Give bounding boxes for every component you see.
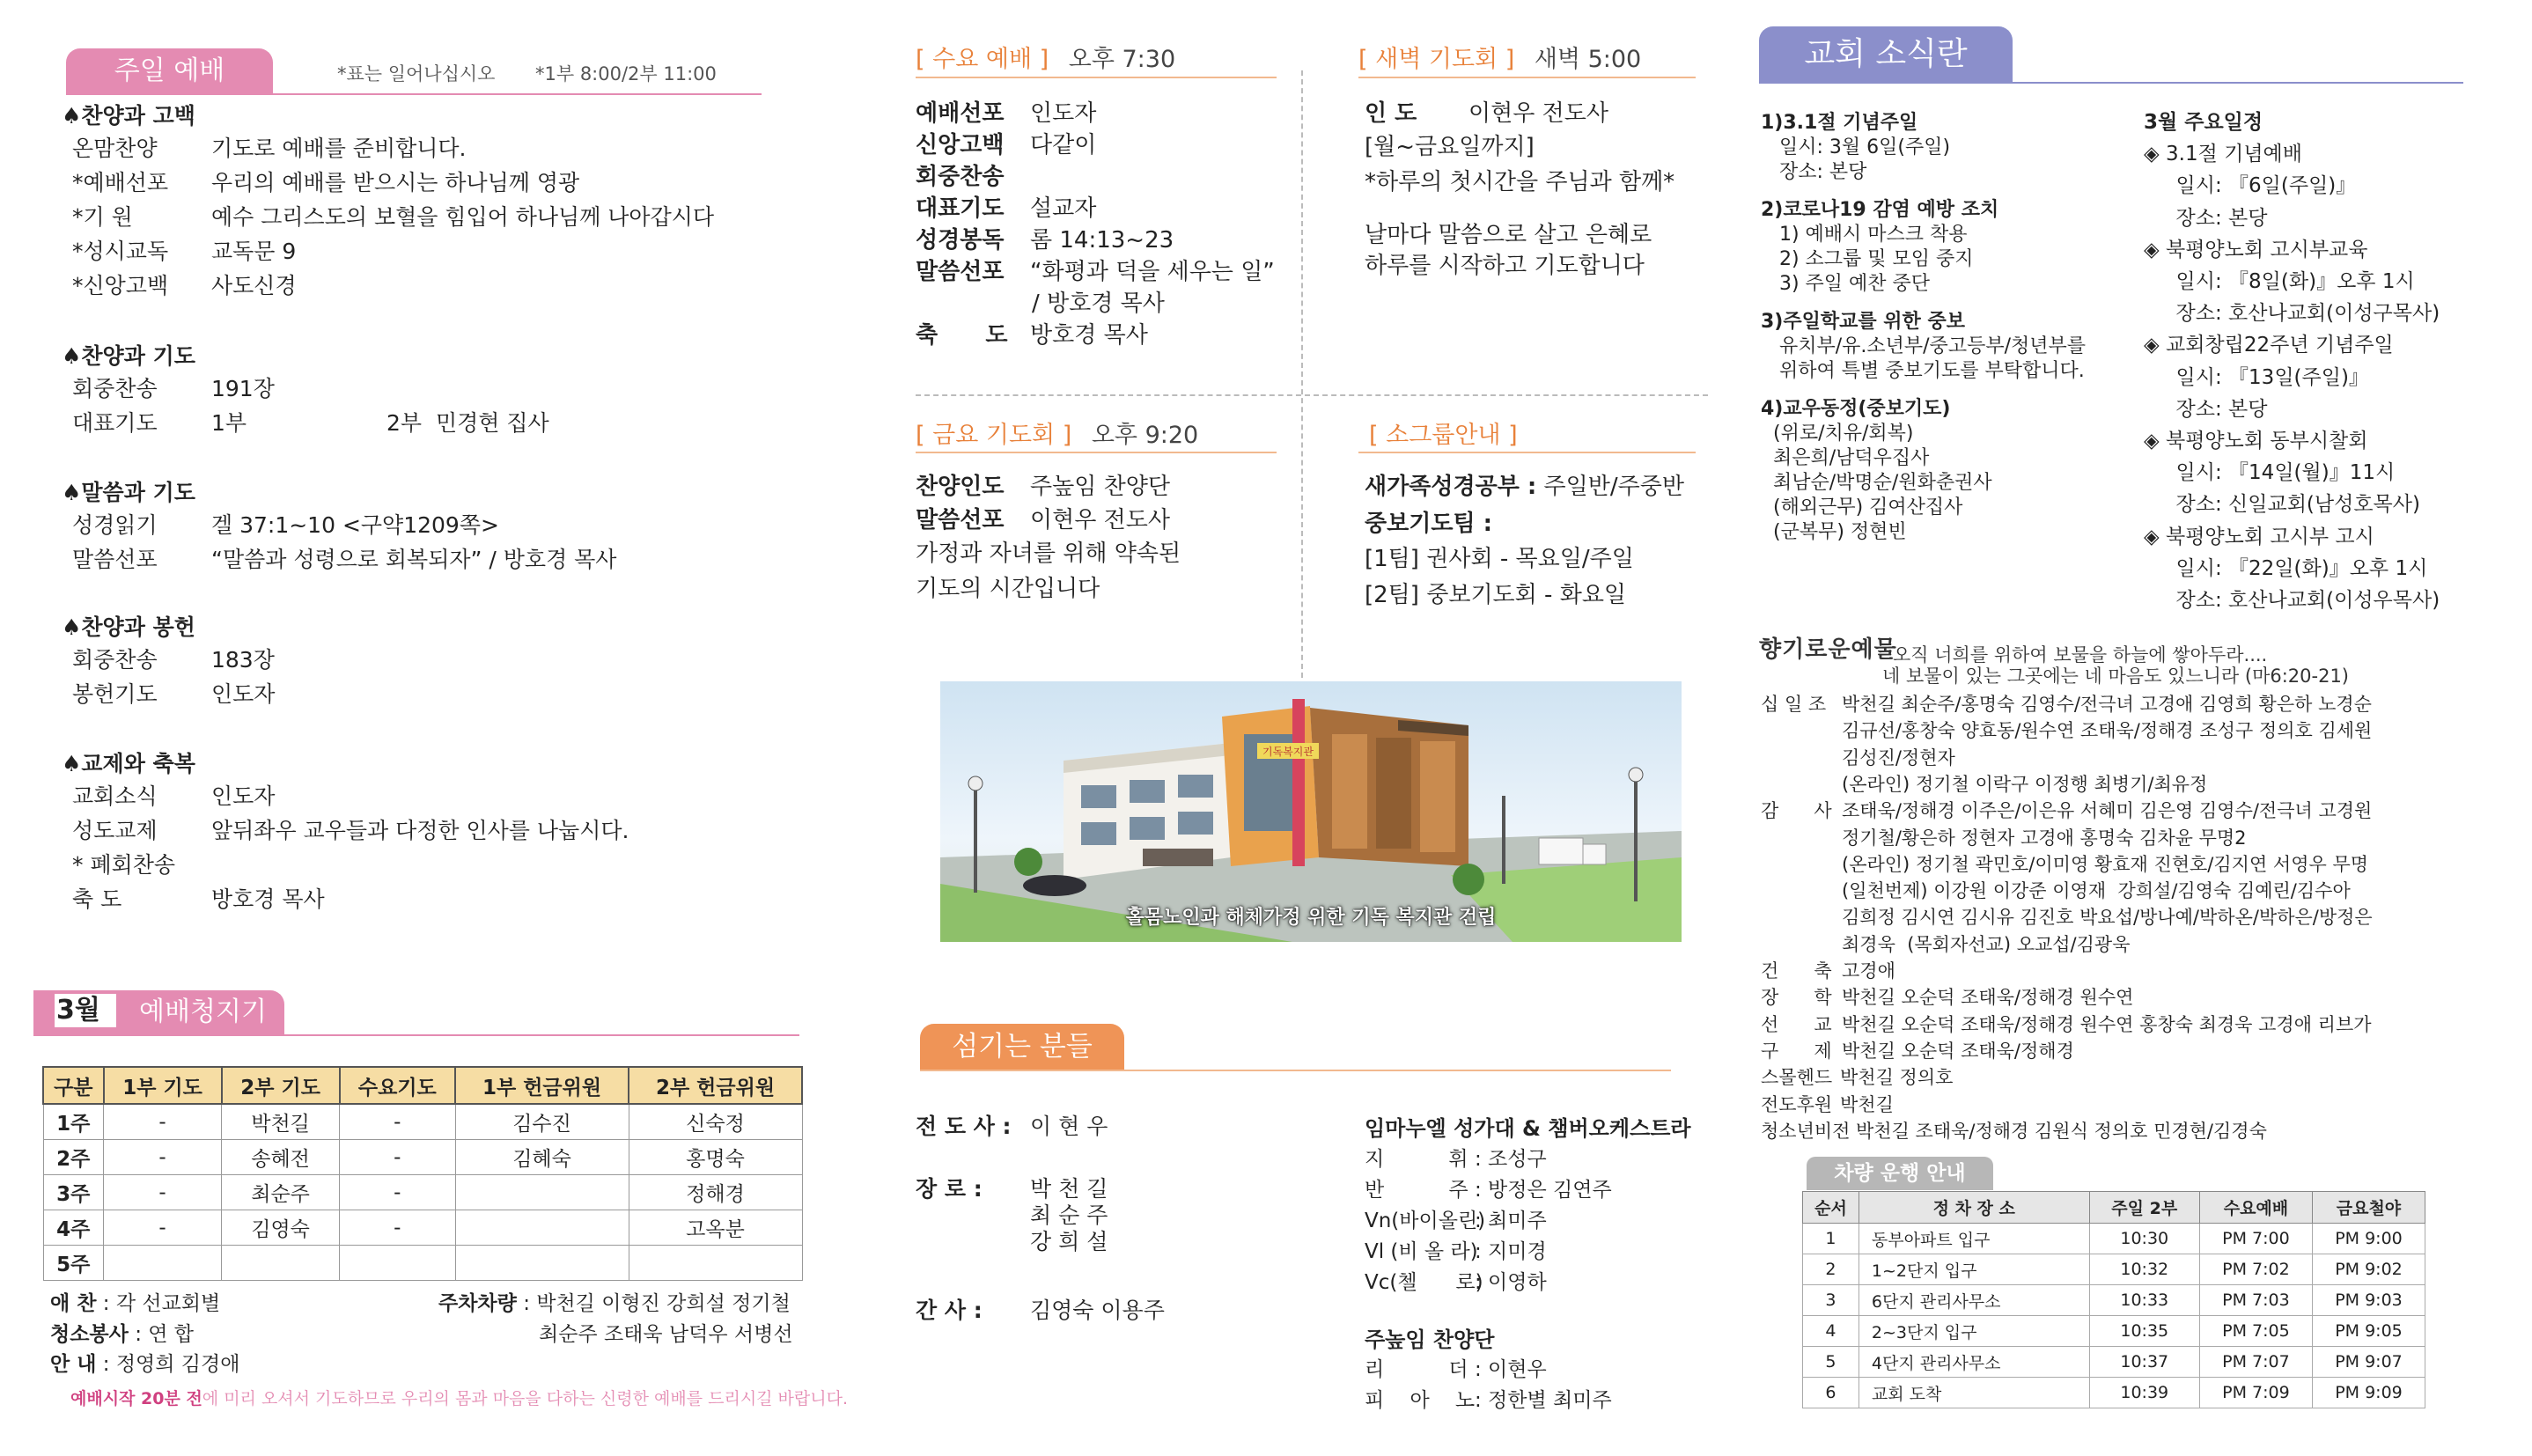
bus-cell: PM 9:09 (2312, 1378, 2425, 1408)
table-cell: - (340, 1140, 455, 1175)
table-cell: 최순주 (222, 1175, 340, 1210)
parking-value2: 최순주 조태욱 남덕우 서병선 (539, 1323, 793, 1346)
news-line-item: 유치부/유.소년부/중고등부/청년부를 (1761, 335, 2086, 357)
bus-cell: 1~2단지 입구 (1859, 1254, 2089, 1285)
praise-role: 피 아 노 (1365, 1389, 1476, 1412)
friday-row2 (916, 502, 1170, 534)
bus-cell: PM 9:00 (2312, 1224, 2425, 1254)
offering-names: 박천길 오순덕 조태욱/정해경 (1842, 1040, 2074, 1062)
bus-header: 수요예배 (2199, 1192, 2312, 1224)
offering-verse1: 오직 너희를 위하여 보물을 하늘에 쌓아두라.... (1893, 644, 2268, 665)
bus-header: 정 차 장 소 (1859, 1192, 2089, 1224)
dawn-title: [ 새벽 기도회 ] (1358, 46, 1515, 73)
table-header: 2부 기도 (222, 1067, 340, 1104)
elder-2: 최 순 주 (1030, 1202, 1108, 1228)
table-cell: - (340, 1104, 455, 1140)
choir-name: : 방정은 김연주 (1475, 1179, 1612, 1202)
bus-table-wrap (1802, 1191, 2425, 1408)
staff-value: 김영숙 이용주 (1030, 1298, 1165, 1323)
table-cell (455, 1210, 629, 1246)
table-row (43, 1210, 802, 1246)
table-cell: 홍명숙 (629, 1140, 802, 1175)
smallgroup-row1 (1365, 468, 1684, 501)
steward-table (42, 1066, 803, 1281)
choir-name: : 이영하 (1475, 1271, 1547, 1294)
bus-cell: PM 9:05 (2312, 1316, 2425, 1347)
schedule-item: 장소: 호산나교회(이성구목사) (2144, 302, 2440, 326)
table-cell: - (104, 1140, 222, 1175)
bus-header: 금요철야 (2312, 1192, 2425, 1224)
offering-names: (온라인) 정기철 곽민호/이미영 황효재 진현호/김지연 서영우 무명 (1842, 853, 2369, 875)
table-header: 2부 헌금위원 (629, 1067, 802, 1104)
wednesday-value: “화평과 덕을 세우는 일” (1030, 259, 1275, 285)
news-title: 교회 소식란 (1759, 26, 2013, 82)
march-table-wrap (42, 1066, 803, 1281)
bus-cell: 6 (1803, 1378, 1859, 1408)
schedule-item: 장소: 본당 (2144, 397, 2268, 421)
servants-title: 섬기는 분들 (920, 1024, 1124, 1070)
table-cell: 김혜숙 (455, 1140, 629, 1175)
friday-line2: 기도의 시간입니다 (916, 576, 1100, 602)
offering-category: 감 사 (1761, 800, 1832, 822)
offering-names: 고경애 (1842, 960, 1895, 982)
offering-names: 김희정 김시연 김시유 김진호 박요섭/방나예/박하온/박하은/방정은 (1842, 907, 2373, 929)
news-line-item: 최남순/박명순/원화춘권사 (1761, 472, 1992, 494)
bus-table (1802, 1191, 2425, 1408)
evangelist-value: 이 현 우 (1030, 1114, 1108, 1139)
schedule-item: ◈ 북평양노회 고시부교육 (2144, 238, 2368, 261)
dawn-header (1358, 40, 1641, 74)
news-heading: 2)코로나19 감염 예방 조치 (1761, 199, 1999, 221)
servants-line (920, 1070, 1671, 1071)
choir-title-text: 임마누엘 성가대 & 챔버오케스트라 (1365, 1116, 1691, 1141)
news-line-item: (위로/치유/회복) (1761, 423, 1914, 445)
dawn-leader-label: 인 도 (1365, 100, 1417, 127)
table-header: 1부 기도 (104, 1067, 222, 1104)
offering-category: 구 제 (1761, 1040, 1832, 1062)
offering-category: 청소년비전 (1761, 1120, 1851, 1142)
table-cell: 정해경 (629, 1175, 802, 1210)
schedule-item: 장소: 호산나교회(이성우목사) (2144, 589, 2440, 612)
march-divider (33, 1034, 799, 1036)
order-value: 183장 (211, 647, 275, 673)
table-row (43, 1246, 802, 1281)
order-value: 인도자 (211, 681, 276, 707)
table-header: 1부 헌금위원 (455, 1067, 629, 1104)
staff-label: 간 사 : (916, 1298, 983, 1323)
schedule-item: 장소: 신일교회(남성호목사) (2144, 493, 2420, 517)
wednesday-time: 오후 7:30 (1068, 46, 1176, 73)
wednesday-value: 방호경 목사 (1030, 322, 1148, 349)
wednesday-label: 성경봉독 (916, 227, 1005, 254)
wednesday-label: 신앙고백 (916, 132, 1005, 158)
building-caption: 홀몸노인과 해체가정 위한 기독 복지관 건립 (1125, 907, 1497, 929)
bus-cell: 10:39 (2089, 1378, 2199, 1408)
order-label: *예배선포 (72, 170, 169, 195)
news-line-item: 최은희/남덕우집사 (1761, 447, 1930, 469)
bus-cell: PM 7:02 (2199, 1254, 2312, 1285)
wednesday-line (916, 77, 1277, 78)
table-row (43, 1140, 802, 1175)
offering-names: 조태욱/정해경 이주은/이은유 서혜미 김은영 김영수/전극녀 고경원 (1842, 800, 2373, 822)
table-cell: 신숙정 (629, 1104, 802, 1140)
friday-header (916, 415, 1198, 450)
table-cell (629, 1246, 802, 1281)
choir-role: Vc(첼 로) (1365, 1271, 1483, 1294)
schedule-item: ◈ 북평양노회 고시부 고시 (2144, 525, 2374, 548)
table-cell (222, 1246, 340, 1281)
news-line-item: 2) 소그룹 및 모임 중지 (1761, 248, 1974, 270)
friday-line (916, 452, 1277, 453)
elder-row (916, 1172, 983, 1203)
bus-cell: 2~3단지 입구 (1859, 1316, 2089, 1347)
order-label: 회중찬송 (72, 376, 158, 401)
march-month: 3월 (55, 994, 116, 1027)
mid-horizontal-divider (916, 394, 1708, 396)
schedule-heading: 3월 주요일정 (2144, 111, 2263, 134)
offering-category: 십 일 조 (1761, 694, 1827, 715)
offering-names: 김성진/정현자 (1842, 746, 1955, 768)
footer-emphasis: 예배시작 20분 전 (70, 1389, 202, 1408)
table-cell (104, 1246, 222, 1281)
footer-text: 에 미리 오셔서 기도하므로 우리의 몸과 마음을 다하는 신령한 예배를 드리시길 바랍니다. (202, 1389, 849, 1408)
bus-cell: PM 9:07 (2312, 1347, 2425, 1378)
order-value: 1부 2부 민경현 집사 (211, 410, 549, 436)
smallgroup-header (1369, 415, 1518, 450)
order-label: *신앙고백 (72, 273, 169, 298)
table-cell: 김영숙 (222, 1210, 340, 1246)
bus-cell: 10:33 (2089, 1285, 2199, 1316)
news-line-item: 일시: 3월 6일(주일) (1761, 136, 1951, 158)
bus-cell: 3 (1803, 1285, 1859, 1316)
bus-row (1803, 1285, 2425, 1316)
dawn-line2: 날마다 말씀으로 살고 은혜로 (1365, 222, 1652, 248)
news-heading: 4)교우동정(중보기도) (1761, 398, 1951, 420)
news-line-item: (군복무) 정현빈 (1761, 521, 1907, 543)
order-value: “말씀과 성령으로 회복되자” / 방호경 목사 (211, 547, 617, 572)
bus-row (1803, 1378, 2425, 1408)
table-cell: - (340, 1175, 455, 1210)
order-value: 앞뒤좌우 교우들과 다정한 인사를 나눕시다. (211, 818, 629, 843)
bus-cell: 5 (1803, 1347, 1859, 1378)
order-label: 교회소식 (72, 783, 158, 809)
offering-names: 박천길 오순덕 조태욱/정해경 원수연 홍창숙 최경욱 고경애 리브가 (1842, 1013, 2372, 1035)
march-month-box (33, 990, 121, 1034)
order-value: 겔 37:1~10 <구약1209쪽> (211, 512, 499, 538)
bus-row (1803, 1316, 2425, 1347)
praise-team-title (1365, 1322, 1494, 1353)
order-label: *성시교독 (72, 239, 169, 264)
mid-vertical-divider (1301, 70, 1303, 678)
guide-value: : 정영희 김경애 (102, 1353, 240, 1376)
news-line (1759, 82, 2463, 84)
smallgroup-line (1358, 452, 1696, 453)
praise-role: 리 더 (1365, 1358, 1468, 1381)
elder-1: 박 천 길 (1030, 1176, 1108, 1202)
order-label: 봉헌기도 (72, 681, 158, 707)
bus-title: 차량 운행 안내 (1807, 1157, 1993, 1190)
bus-cell: PM 7:03 (2199, 1285, 2312, 1316)
offering-names: 최경욱 (목회자선교) 오교섭/김광욱 (1842, 933, 2131, 955)
wednesday-value: / 방호경 목사 (1032, 290, 1165, 317)
praise-label: 애 찬 (50, 1292, 97, 1315)
choir-role: Vl (비 올 라) (1365, 1240, 1478, 1263)
news-line-item: 1) 예배시 마스크 착용 (1761, 224, 1968, 246)
staff-row (916, 1293, 1165, 1325)
praise-value: : 각 선교회별 (102, 1292, 221, 1315)
elder-3: 강 희 설 (1030, 1229, 1108, 1254)
dawn-line (1358, 77, 1696, 78)
evangelist-row (916, 1109, 1108, 1141)
order-value: 예수 그리스도의 보혈을 힘입어 하나님께 나아갑시다 (211, 204, 715, 230)
footer-note (70, 1386, 848, 1409)
friday-row2-label: 말씀선포 (916, 507, 1005, 533)
table-cell: - (104, 1104, 222, 1140)
choir-name: : 지미경 (1475, 1240, 1547, 1263)
schedule-item: 장소: 본당 (2144, 206, 2268, 230)
order-label: 성경읽기 (72, 512, 158, 538)
offering-names: 박천길 (1840, 1093, 1894, 1115)
table-cell (455, 1246, 629, 1281)
schedule-item: 일시: 『13일(주일)』 (2144, 365, 2369, 389)
order-value: 사도신경 (211, 273, 297, 298)
dawn-leader (1365, 95, 1608, 128)
friday-title: [ 금요 기도회 ] (916, 422, 1072, 449)
wednesday-value: 롬 14:13~23 (1030, 227, 1174, 254)
bus-cell: PM 7:00 (2199, 1224, 2312, 1254)
smallgroup-row1-value: 주일반/주중반 (1536, 474, 1684, 500)
choir-role: 지 휘 (1365, 1148, 1468, 1171)
order-value: 인도자 (211, 783, 276, 809)
news-line-item: 장소: 본당 (1761, 161, 1867, 183)
bus-cell: 2 (1803, 1254, 1859, 1285)
friday-row1-label: 찬양인도 (916, 474, 1005, 500)
week-cell: 3주 (43, 1175, 104, 1210)
news-line-item: 3) 주일 예찬 중단 (1761, 273, 1931, 295)
order-value: 기도로 예배를 준비합니다. (211, 136, 467, 161)
schedule-item: 일시: 『14일(월)』11시 (2144, 461, 2396, 485)
bus-cell: 10:37 (2089, 1347, 2199, 1378)
parking-row-2 (539, 1318, 793, 1347)
praise-team-title-text: 주높임 찬양단 (1365, 1327, 1495, 1352)
clean-value: : 연 합 (135, 1323, 194, 1346)
offering-names: 박천길 정의호 (1840, 1067, 1954, 1089)
order-label: 대표기도 (72, 410, 158, 436)
bus-cell: 10:32 (2089, 1254, 2199, 1285)
dawn-days: [월~금요일까지] (1365, 134, 1535, 160)
friday-row1-value: 주높임 찬양단 (1030, 474, 1170, 500)
bus-cell: 4단지 관리사무소 (1859, 1347, 2089, 1378)
bus-header: 주일 2부 (2089, 1192, 2199, 1224)
order-label: 성도교제 (72, 818, 158, 843)
offering-title: 향기로운예물 (1759, 636, 1897, 663)
bus-row (1803, 1224, 2425, 1254)
section-heading: ♠찬양과 기도 (62, 343, 195, 369)
bus-row (1803, 1347, 2425, 1378)
bus-cell: 6단지 관리사무소 (1859, 1285, 2089, 1316)
order-label: 축 도 (72, 886, 122, 912)
smallgroup-row2-label: 중보기도팀 : (1365, 511, 1493, 537)
smallgroup-row4: [2팀] 중보기도회 - 화요일 (1365, 582, 1627, 608)
news-heading: 3)주일학교를 위한 중보 (1761, 311, 1965, 333)
table-cell: - (340, 1210, 455, 1246)
bus-cell: PM 7:07 (2199, 1347, 2312, 1378)
table-row (43, 1104, 802, 1140)
praise-row (50, 1287, 220, 1316)
section-heading: ♠말씀과 기도 (62, 480, 195, 505)
friday-row1 (916, 468, 1170, 501)
news-line-item: 위하여 특별 중보기도를 부탁합니다. (1761, 360, 2085, 382)
wednesday-label: 말씀선포 (916, 259, 1005, 285)
building-sign: 기독복지관 (1262, 746, 1314, 758)
choir-name: : 최미주 (1475, 1210, 1547, 1232)
news-heading: 1)3.1절 기념주일 (1761, 112, 1918, 134)
table-header: 수요기도 (340, 1067, 455, 1104)
bus-cell: 동부아파트 입구 (1859, 1224, 2089, 1254)
bus-cell: 4 (1803, 1316, 1859, 1347)
week-cell: 1주 (43, 1104, 104, 1140)
choir-role: 반 주 (1365, 1179, 1468, 1202)
table-cell: 박천길 (222, 1104, 340, 1140)
sunday-note-stand: *표는 일어나십시오 (337, 63, 496, 85)
order-value: 방호경 목사 (211, 886, 325, 912)
table-cell (455, 1175, 629, 1210)
bus-cell: PM 7:09 (2199, 1378, 2312, 1408)
schedule-item: ◈ 북평양노회 동부시찰회 (2144, 430, 2368, 452)
choir-title (1365, 1111, 1691, 1142)
offering-names: 박천길 오순덕 조태욱/정해경 원수연 (1842, 987, 2134, 1009)
dawn-leader-value: 이현우 전도사 (1468, 100, 1608, 127)
offering-names: (온라인) 정기철 이락구 이정행 최병기/최유정 (1842, 773, 2208, 795)
wednesday-title: [ 수요 예배 ] (916, 46, 1049, 73)
order-label: 회중찬송 (72, 647, 158, 673)
praise-name: : 이현우 (1475, 1358, 1547, 1381)
clean-row (50, 1318, 194, 1347)
wednesday-label: 축 도 (916, 322, 1008, 349)
offering-names: 김규선/홍창숙 양효동/원수연 조태욱/정해경 조성구 정의호 김세원 (1842, 720, 2373, 742)
table-header: 구분 (43, 1067, 104, 1104)
offering-names: 정기철/황은하 정현자 고경애 홍명숙 김차윤 무명2 (1842, 827, 2247, 849)
schedule-item: 일시: 『22일(화)』오후 1시 (2144, 556, 2428, 580)
wednesday-value: 인도자 (1030, 100, 1097, 127)
sunday-title: 주일 예배 (66, 48, 273, 94)
offering-verse2: 네 보물이 있는 그곳에는 네 마음도 있느니라 (마6:20-21) (1882, 665, 2350, 687)
table-cell: - (104, 1175, 222, 1210)
bus-cell: 10:30 (2089, 1224, 2199, 1254)
friday-line1: 가정과 자녀를 위해 약속된 (916, 540, 1181, 567)
section-heading: ♠찬양과 고백 (62, 103, 195, 129)
order-label: 말씀선포 (72, 547, 158, 572)
parking-label: 주차차량 (438, 1292, 517, 1315)
schedule-item: 일시: 『6일(주일)』 (2144, 174, 2357, 198)
offering-category: 선 교 (1761, 1013, 1832, 1035)
week-cell: 5주 (43, 1246, 104, 1281)
table-cell: 송혜전 (222, 1140, 340, 1175)
offering-category: 건 축 (1761, 960, 1832, 982)
week-cell: 4주 (43, 1210, 104, 1246)
schedule-item: ◈ 3.1절 기념예배 (2144, 143, 2302, 166)
friday-row2-value: 이현우 전도사 (1030, 507, 1170, 533)
bus-cell: 1 (1803, 1224, 1859, 1254)
bus-cell: 10:35 (2089, 1316, 2199, 1347)
dawn-line3: 하루를 시작하고 기도합니다 (1365, 253, 1645, 279)
guide-label: 안 내 (50, 1353, 97, 1376)
building-illustration (940, 681, 1682, 942)
bus-cell: 교회 도착 (1859, 1378, 2089, 1408)
order-label: * 폐회찬송 (72, 852, 176, 878)
praise-name: : 정한별 최미주 (1475, 1389, 1612, 1412)
wednesday-value: 다같이 (1030, 132, 1097, 158)
table-cell: 김수진 (455, 1104, 629, 1140)
evangelist-label: 전 도 사 : (916, 1114, 1012, 1139)
offering-names: 박천길 최순주/홍명숙 김영수/전극녀 고경애 김영희 황은하 노경순 (1842, 694, 2372, 715)
parking-value1: : 박천길 이형진 강희설 정기철 (523, 1292, 791, 1315)
smallgroup-row2 (1365, 505, 1492, 538)
choir-name: : 조성구 (1475, 1148, 1547, 1171)
bus-cell: PM 7:05 (2199, 1316, 2312, 1347)
table-cell: 고옥분 (629, 1210, 802, 1246)
bus-header: 순서 (1803, 1192, 1859, 1224)
wednesday-value: 설교자 (1030, 195, 1097, 222)
sunday-note-time: *1부 8:00/2부 11:00 (535, 63, 717, 85)
smallgroup-row3: [1팀] 권사회 - 목요일/주일 (1365, 546, 1634, 572)
march-title: 예배청지기 (121, 990, 284, 1034)
section-heading: ♠찬양과 봉헌 (62, 614, 195, 640)
wednesday-label: 예배선포 (916, 100, 1005, 127)
parking-row (438, 1287, 791, 1316)
offering-category: 스몰헨드 (1761, 1067, 1833, 1089)
order-label: 온맘찬양 (72, 136, 158, 161)
table-row (43, 1175, 802, 1210)
sunday-divider (66, 93, 762, 95)
schedule-item: 일시: 『8일(화)』오후 1시 (2144, 270, 2415, 293)
schedule-item: ◈ 교회창립22주년 기념주일 (2144, 334, 2394, 357)
wednesday-label: 대표기도 (916, 195, 1005, 222)
order-value: 교독문 9 (211, 239, 297, 264)
dawn-line1: *하루의 첫시간을 주님과 함께* (1365, 169, 1675, 195)
dawn-time: 새벽 5:00 (1534, 46, 1642, 73)
news-line-item: (해외근무) 김여산집사 (1761, 496, 1963, 518)
wednesday-label: 회중찬송 (916, 164, 1005, 190)
offering-names: 박천길 조태욱/정해경 김원식 정의호 민경현/김경숙 (1856, 1120, 2267, 1142)
bus-cell: PM 9:03 (2312, 1285, 2425, 1316)
choir-role: Vn(바이올린) (1365, 1210, 1486, 1232)
offering-category: 전도후원 (1761, 1093, 1833, 1115)
table-cell (340, 1246, 455, 1281)
clean-label: 청소봉사 (50, 1323, 129, 1346)
order-value: 우리의 예배를 받으시는 하나님께 영광 (211, 170, 580, 195)
section-heading: ♠교제와 축복 (62, 751, 195, 776)
order-value: 191장 (211, 376, 275, 401)
week-cell: 2주 (43, 1140, 104, 1175)
elder-label: 장 로 : (916, 1176, 983, 1202)
friday-time: 오후 9:20 (1091, 422, 1199, 449)
offering-category: 장 학 (1761, 987, 1832, 1009)
table-cell: - (104, 1210, 222, 1246)
order-label: *기 원 (72, 204, 133, 230)
wednesday-header (916, 40, 1175, 74)
guide-row (50, 1348, 239, 1377)
smallgroup-row1-label: 새가족성경공부 : (1365, 474, 1537, 500)
bus-row (1803, 1254, 2425, 1285)
bus-cell: PM 9:02 (2312, 1254, 2425, 1285)
offering-names: (일천번제) 이강원 이강준 이영재 강희설/김영숙 김예린/김수아 (1842, 880, 2351, 902)
smallgroup-title: [ 소그룹안내 ] (1369, 422, 1518, 449)
